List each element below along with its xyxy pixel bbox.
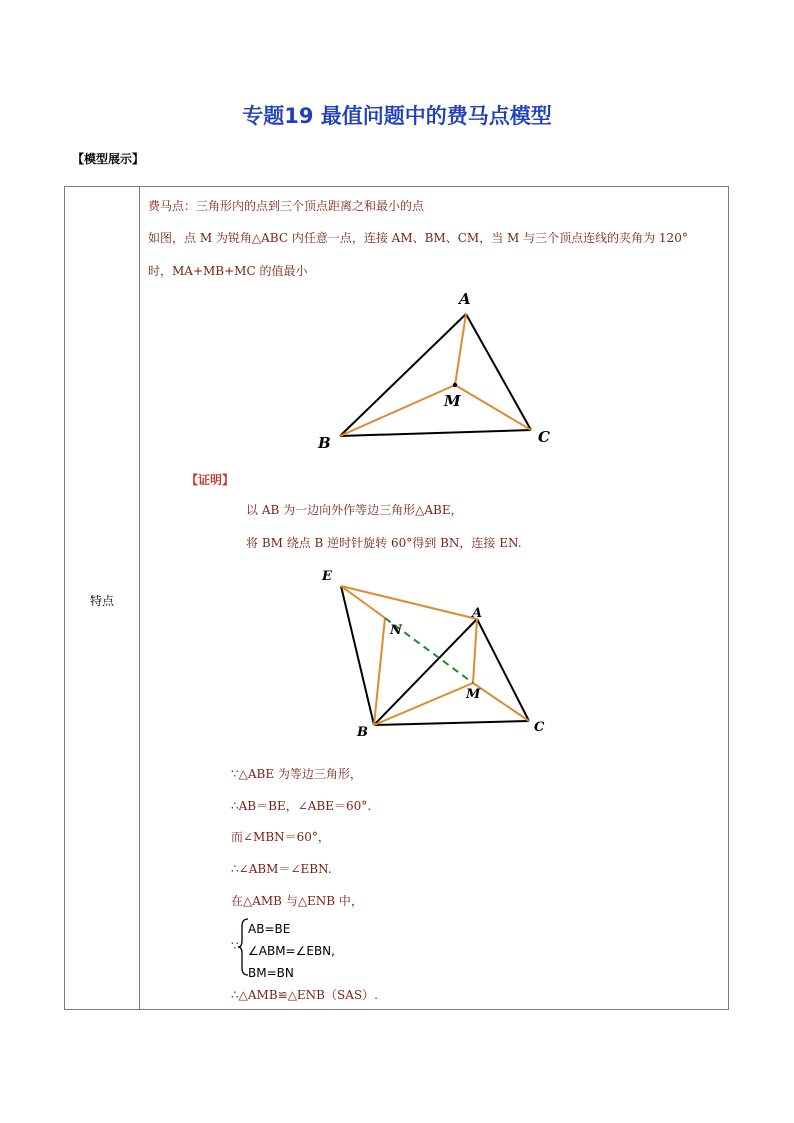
proof-step-1: 以 AB 为一边向外作等边三角形△ABE， (246, 503, 463, 517)
proof-label: 【证明】 (186, 473, 235, 487)
intro-line-3: 时，MA+MB+MC 的值最小 (148, 264, 308, 278)
figure-rotation (310, 565, 560, 745)
proof-step-2: 将 BM 绕点 B 逆时针旋转 60°得到 BN，连接 EN. (246, 536, 522, 550)
intro-line-1: 费马点：三角形内的点到三个顶点距离之和最小的点 (148, 199, 425, 213)
derivation-4: ∴∠ABM＝∠EBN. (231, 862, 332, 876)
triangle-abc-sides (340, 314, 531, 436)
point-m (453, 383, 457, 387)
label-c: C (538, 428, 550, 446)
label-b: B (318, 434, 331, 452)
derivation-3: 而∠MBN＝60°， (231, 830, 330, 844)
condition-1: AB=BE (248, 922, 291, 936)
derivation-6: ∴△AMB≌△ENB（SAS）. (231, 988, 378, 1002)
fermat-segments (340, 314, 531, 436)
row-label: 特点 (89, 594, 114, 608)
figure-triangle-abc (300, 285, 570, 455)
condition-3: BM=BN (248, 966, 294, 980)
page-title: 专题19 最值问题中的费马点模型 (242, 104, 552, 128)
label-a: A (459, 290, 471, 308)
label-e: E (322, 569, 332, 584)
derivation-1: ∵△ABE 为等边三角形， (231, 767, 362, 781)
section-label: 【模型展示】 (72, 152, 145, 166)
condition-2: ∠ABM=∠EBN, (248, 944, 335, 958)
label-a2: A (472, 606, 483, 621)
label-b2: B (357, 725, 368, 740)
label-n: N (390, 623, 402, 638)
label-m2: M (466, 687, 481, 702)
congruence-conditions (248, 918, 335, 984)
because-symbol: ∵ (231, 939, 239, 953)
label-m: M (444, 392, 461, 410)
derivation-5: 在△AMB 与△ENB 中， (231, 894, 363, 908)
derivation-2: ∴AB＝BE，∠ABE＝60°. (231, 799, 372, 813)
intro-line-2: 如图，点 M 为锐角△ABC 内任意一点，连接 AM、BM、CM，当 M 与三个顶点连线的夹角为 120° (148, 231, 688, 245)
label-c2: C (534, 720, 545, 735)
